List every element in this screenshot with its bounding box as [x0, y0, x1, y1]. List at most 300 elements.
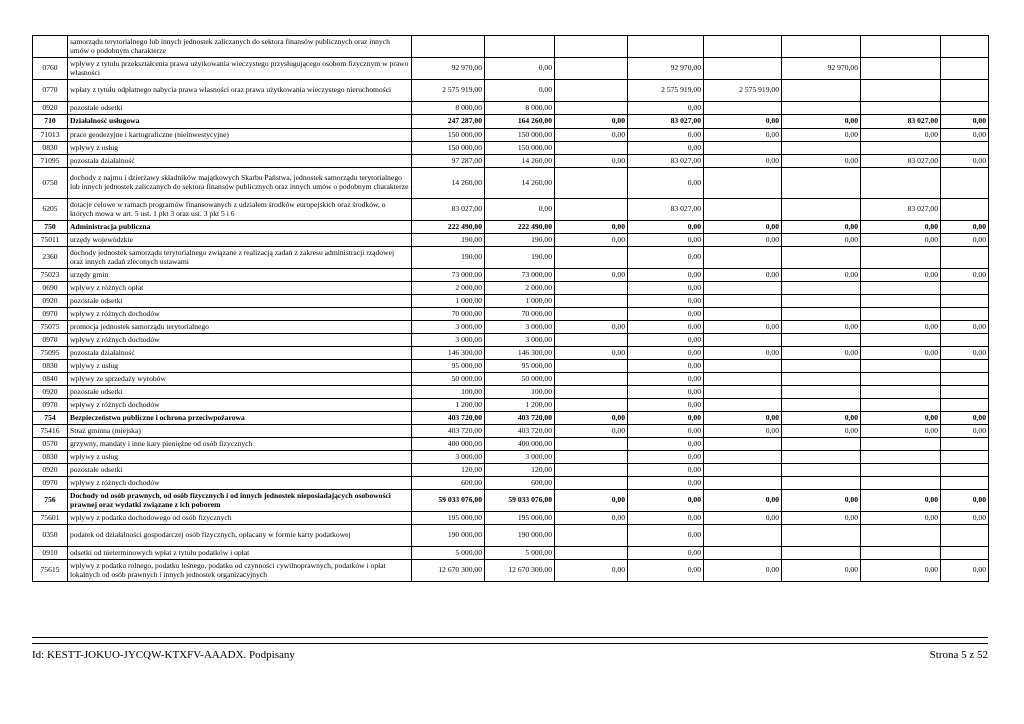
amount-cell: 222 490,00	[485, 221, 555, 234]
amount-cell	[861, 168, 941, 199]
row-description: pozostała działalność	[68, 155, 412, 168]
table-row	[33, 234, 989, 247]
amount-cell: 0,00	[941, 490, 989, 512]
table-row	[33, 168, 989, 199]
amount-cell: 83 027,00	[861, 199, 941, 221]
amount-cell	[941, 477, 989, 490]
row-description: samorządu terytorialnego lub innych jednostek zaliczanych do sektora finansów publicznych oraz innych umów o podobnym charakterze	[68, 36, 412, 58]
row-description: urzędy gmin	[68, 269, 412, 282]
amount-cell	[861, 142, 941, 155]
amount-cell: 0,00	[628, 547, 704, 560]
amount-cell: 83 027,00	[861, 155, 941, 168]
amount-cell: 0,00	[555, 234, 628, 247]
amount-cell	[555, 295, 628, 308]
amount-cell: 0,00	[782, 347, 861, 360]
amount-cell: 0,00	[628, 102, 704, 115]
amount-cell	[861, 36, 941, 58]
amount-cell: 190,00	[485, 234, 555, 247]
table-row	[33, 347, 989, 360]
amount-cell: 0,00	[704, 155, 782, 168]
amount-cell	[861, 247, 941, 269]
amount-cell: 95 000,00	[412, 360, 485, 373]
amount-cell: 247 287,00	[412, 115, 485, 129]
amount-cell: 0,00	[941, 155, 989, 168]
amount-cell: 0,00	[555, 490, 628, 512]
amount-cell	[412, 36, 485, 58]
amount-cell: 0,00	[704, 321, 782, 334]
amount-cell	[555, 36, 628, 58]
amount-cell	[941, 399, 989, 412]
row-description: wpływy z różnych dochodów	[68, 399, 412, 412]
row-code: 0910	[33, 547, 68, 560]
row-description: pozostałe odsetki	[68, 102, 412, 115]
amount-cell	[861, 438, 941, 451]
table-row	[33, 490, 989, 512]
amount-cell	[555, 373, 628, 386]
amount-cell: 1 000,00	[412, 295, 485, 308]
amount-cell	[941, 334, 989, 347]
amount-cell	[861, 547, 941, 560]
amount-cell: 0,00	[628, 221, 704, 234]
amount-cell	[555, 525, 628, 547]
amount-cell	[861, 373, 941, 386]
amount-cell: 0,00	[941, 412, 989, 425]
table-row	[33, 512, 989, 525]
table-row	[33, 321, 989, 334]
amount-cell	[941, 451, 989, 464]
amount-cell: 0,00	[861, 490, 941, 512]
amount-cell: 50 000,00	[485, 373, 555, 386]
row-description: Straż gminna (miejska)	[68, 425, 412, 438]
amount-cell: 400 000,00	[485, 438, 555, 451]
amount-cell: 8 000,00	[412, 102, 485, 115]
amount-cell: 0,00	[628, 168, 704, 199]
amount-cell: 0,00	[704, 425, 782, 438]
amount-cell: 403 720,00	[412, 425, 485, 438]
amount-cell: 0,00	[628, 525, 704, 547]
amount-cell: 0,00	[941, 560, 989, 582]
amount-cell: 3 000,00	[485, 451, 555, 464]
row-code: 0920	[33, 386, 68, 399]
amount-cell: 5 000,00	[485, 547, 555, 560]
table-row	[33, 308, 989, 321]
amount-cell	[704, 399, 782, 412]
amount-cell: 3 000,00	[485, 334, 555, 347]
amount-cell: 150 000,00	[485, 129, 555, 142]
amount-cell	[861, 80, 941, 102]
row-description: wpływy z tytułu przekształcenia prawa użytkowania wieczystego przysługującego osobom fizycznym w prawo własności	[68, 58, 412, 80]
amount-cell	[782, 102, 861, 115]
amount-cell: 0,00	[704, 115, 782, 129]
amount-cell	[941, 58, 989, 80]
amount-cell: 0,00	[628, 347, 704, 360]
amount-cell: 0,00	[861, 221, 941, 234]
row-code: 756	[33, 490, 68, 512]
amount-cell	[555, 399, 628, 412]
row-description: Dochody od osób prawnych, od osób fizycznych i od innych jednostek nieposiadających osobowości prawnej oraz wydatki związane z ich poborem	[68, 490, 412, 512]
amount-cell: 0,00	[628, 425, 704, 438]
amount-cell: 0,00	[628, 129, 704, 142]
amount-cell: 0,00	[782, 560, 861, 582]
amount-cell: 2 575 919,00	[628, 80, 704, 102]
row-description: wpływy z podatku rolnego, podatku leśnego, podatku od czynności cywilnoprawnych, podatków i opłat lokalnych od osób prawnych i innych jednostek organizacyjnych	[68, 560, 412, 582]
table-row	[33, 58, 989, 80]
amount-cell	[704, 547, 782, 560]
amount-cell	[704, 308, 782, 321]
amount-cell	[704, 168, 782, 199]
amount-cell: 0,00	[861, 129, 941, 142]
amount-cell	[704, 386, 782, 399]
amount-cell	[555, 58, 628, 80]
table-row	[33, 386, 989, 399]
amount-cell	[704, 58, 782, 80]
amount-cell: 59 033 076,00	[412, 490, 485, 512]
amount-cell	[704, 282, 782, 295]
amount-cell: 222 490,00	[412, 221, 485, 234]
row-description: pozostałe odsetki	[68, 295, 412, 308]
amount-cell: 1 000,00	[485, 295, 555, 308]
row-code: 75023	[33, 269, 68, 282]
amount-cell	[861, 451, 941, 464]
table-row	[33, 464, 989, 477]
amount-cell: 97 287,00	[412, 155, 485, 168]
amount-cell	[782, 525, 861, 547]
amount-cell	[704, 373, 782, 386]
table-row	[33, 399, 989, 412]
table-row	[33, 334, 989, 347]
row-code: 71013	[33, 129, 68, 142]
amount-cell: 73 000,00	[485, 269, 555, 282]
amount-cell: 0,00	[628, 438, 704, 451]
row-code: 0840	[33, 373, 68, 386]
row-code: 0750	[33, 168, 68, 199]
amount-cell: 0,00	[628, 490, 704, 512]
amount-cell: 70 000,00	[485, 308, 555, 321]
amount-cell	[555, 334, 628, 347]
amount-cell	[704, 360, 782, 373]
amount-cell	[704, 102, 782, 115]
row-code: 0970	[33, 399, 68, 412]
table-row	[33, 560, 989, 582]
table-row	[33, 221, 989, 234]
amount-cell: 83 027,00	[861, 115, 941, 129]
row-description: Administracja publiczna	[68, 221, 412, 234]
row-description: Bezpieczeństwo publiczne i ochrona przeciwpożarowa	[68, 412, 412, 425]
row-code	[33, 36, 68, 58]
amount-cell	[941, 438, 989, 451]
row-code: 0920	[33, 295, 68, 308]
amount-cell: 0,00	[628, 269, 704, 282]
amount-cell	[782, 142, 861, 155]
amount-cell: 92 970,00	[412, 58, 485, 80]
amount-cell: 190 000,00	[485, 525, 555, 547]
amount-cell	[941, 168, 989, 199]
amount-cell: 0,00	[704, 234, 782, 247]
row-description: wpływy z usług	[68, 451, 412, 464]
amount-cell: 83 027,00	[628, 199, 704, 221]
amount-cell	[861, 399, 941, 412]
amount-cell: 600,00	[485, 477, 555, 490]
amount-cell: 0,00	[782, 321, 861, 334]
amount-cell	[555, 386, 628, 399]
amount-cell: 0,00	[941, 347, 989, 360]
amount-cell: 150 000,00	[412, 129, 485, 142]
amount-cell: 0,00	[941, 269, 989, 282]
amount-cell: 0,00	[628, 386, 704, 399]
row-code: 0690	[33, 282, 68, 295]
row-description: wpływy z różnych opłat	[68, 282, 412, 295]
amount-cell: 0,00	[782, 221, 861, 234]
amount-cell	[782, 199, 861, 221]
amount-cell: 14 260,00	[485, 168, 555, 199]
row-description: dochody jednostek samorządu terytorialnego związane z realizacją zadań z zakresu administracji rządowej oraz innych zadań zleconych ustawami	[68, 247, 412, 269]
table-row	[33, 36, 989, 58]
table-row	[33, 80, 989, 102]
amount-cell: 0,00	[861, 321, 941, 334]
amount-cell	[704, 142, 782, 155]
amount-cell	[782, 451, 861, 464]
amount-cell	[941, 80, 989, 102]
row-code: 0830	[33, 451, 68, 464]
amount-cell: 146 300,00	[412, 347, 485, 360]
amount-cell: 0,00	[628, 234, 704, 247]
row-description: wpłaty z tytułu odpłatnego nabycia prawa własności oraz prawa użytkowania wieczystego nieruchomości	[68, 80, 412, 102]
row-description: wpływy z różnych dochodów	[68, 334, 412, 347]
amount-cell: 0,00	[628, 334, 704, 347]
amount-cell: 0,00	[861, 347, 941, 360]
row-code: 0830	[33, 142, 68, 155]
amount-cell: 0,00	[628, 247, 704, 269]
row-description: dotacje celowe w ramach programów finansowanych z udziałem środków europejskich oraz środków, o których mowa w art. 5 ust. 1 pkt 3 oraz ust. 3 pkt 5 i 6	[68, 199, 412, 221]
amount-cell: 0,00	[555, 129, 628, 142]
amount-cell: 0,00	[628, 412, 704, 425]
amount-cell	[861, 102, 941, 115]
row-code: 71095	[33, 155, 68, 168]
amount-cell: 0,00	[628, 512, 704, 525]
table-row	[33, 199, 989, 221]
row-description: urzędy wojewódzkie	[68, 234, 412, 247]
table-row	[33, 477, 989, 490]
amount-cell	[861, 360, 941, 373]
amount-cell: 12 670 300,00	[485, 560, 555, 582]
amount-cell	[941, 464, 989, 477]
amount-cell	[555, 308, 628, 321]
amount-cell	[941, 525, 989, 547]
amount-cell: 0,00	[861, 412, 941, 425]
amount-cell: 0,00	[782, 512, 861, 525]
amount-cell: 95 000,00	[485, 360, 555, 373]
amount-cell	[941, 102, 989, 115]
amount-cell: 0,00	[485, 199, 555, 221]
amount-cell: 195 000,00	[485, 512, 555, 525]
amount-cell: 0,00	[555, 155, 628, 168]
row-description: wpływy z różnych dochodów	[68, 308, 412, 321]
amount-cell: 3 000,00	[412, 334, 485, 347]
amount-cell: 403 720,00	[412, 412, 485, 425]
table-row	[33, 425, 989, 438]
amount-cell: 0,00	[782, 115, 861, 129]
amount-cell	[555, 102, 628, 115]
table-row	[33, 282, 989, 295]
amount-cell: 5 000,00	[412, 547, 485, 560]
amount-cell: 0,00	[941, 321, 989, 334]
amount-cell: 0,00	[941, 425, 989, 438]
amount-cell	[704, 334, 782, 347]
amount-cell: 0,00	[704, 490, 782, 512]
row-description: Działalność usługowa	[68, 115, 412, 129]
row-description: wpływy z różnych dochodów	[68, 477, 412, 490]
row-description: dochody z najmu i dzierżawy składników majątkowych Skarbu Państwa, jednostek samorządu terytorialnego lub innych jednostek zaliczanych do sektora finansów publicznych oraz innych umów o podobnym charakterze	[68, 168, 412, 199]
amount-cell	[782, 80, 861, 102]
amount-cell: 70 000,00	[412, 308, 485, 321]
row-description: wpływy z usług	[68, 142, 412, 155]
amount-cell	[782, 334, 861, 347]
row-description: grzywny, mandaty i inne kary pieniężne od osób fizycznych	[68, 438, 412, 451]
table-row	[33, 295, 989, 308]
amount-cell	[861, 386, 941, 399]
amount-cell: 73 000,00	[412, 269, 485, 282]
amount-cell: 0,00	[704, 269, 782, 282]
amount-cell: 190 000,00	[412, 525, 485, 547]
amount-cell	[555, 464, 628, 477]
amount-cell	[555, 282, 628, 295]
amount-cell: 0,00	[628, 321, 704, 334]
amount-cell: 83 027,00	[628, 155, 704, 168]
row-description: odsetki od nieterminowych wpłat z tytułu podatków i opłat	[68, 547, 412, 560]
amount-cell	[704, 438, 782, 451]
row-description: podatek od działalności gospodarczej osób fizycznych, opłacany w formie karty podatkowej	[68, 525, 412, 547]
amount-cell	[861, 477, 941, 490]
amount-cell	[941, 386, 989, 399]
row-code: 0970	[33, 477, 68, 490]
amount-cell: 14 260,00	[485, 155, 555, 168]
amount-cell: 0,00	[941, 512, 989, 525]
row-code: 710	[33, 115, 68, 129]
amount-cell	[782, 247, 861, 269]
row-code: 75601	[33, 512, 68, 525]
amount-cell: 8 000,00	[485, 102, 555, 115]
amount-cell: 0,00	[555, 221, 628, 234]
amount-cell: 100,00	[485, 386, 555, 399]
row-description: wpływy ze sprzedaży wyrobów	[68, 373, 412, 386]
amount-cell: 400 000,00	[412, 438, 485, 451]
amount-cell: 150 000,00	[412, 142, 485, 155]
amount-cell: 0,00	[704, 221, 782, 234]
amount-cell	[555, 142, 628, 155]
row-description: pozostała działalność	[68, 347, 412, 360]
row-code: 75075	[33, 321, 68, 334]
row-code: 750	[33, 221, 68, 234]
amount-cell: 146 300,00	[485, 347, 555, 360]
amount-cell	[782, 373, 861, 386]
amount-cell	[782, 547, 861, 560]
amount-cell	[782, 295, 861, 308]
amount-cell: 2 575 919,00	[412, 80, 485, 102]
row-code: 0970	[33, 334, 68, 347]
amount-cell: 0,00	[704, 512, 782, 525]
amount-cell	[555, 247, 628, 269]
amount-cell	[782, 464, 861, 477]
amount-cell: 0,00	[555, 560, 628, 582]
amount-cell	[941, 547, 989, 560]
amount-cell	[704, 295, 782, 308]
table-row	[33, 102, 989, 115]
amount-cell: 0,00	[555, 321, 628, 334]
amount-cell	[941, 360, 989, 373]
table-row	[33, 129, 989, 142]
amount-cell: 190,00	[412, 247, 485, 269]
amount-cell: 3 000,00	[412, 321, 485, 334]
row-description: wpływy z usług	[68, 360, 412, 373]
amount-cell	[941, 282, 989, 295]
amount-cell: 164 260,00	[485, 115, 555, 129]
amount-cell: 83 027,00	[412, 199, 485, 221]
table-row	[33, 155, 989, 168]
amount-cell	[704, 477, 782, 490]
amount-cell: 2 575 919,00	[704, 80, 782, 102]
amount-cell	[555, 451, 628, 464]
amount-cell: 0,00	[782, 234, 861, 247]
table-row	[33, 247, 989, 269]
amount-cell: 0,00	[628, 560, 704, 582]
amount-cell: 0,00	[782, 269, 861, 282]
table-row	[33, 360, 989, 373]
row-description: wpływy z podatku dochodowego od osób fizycznych	[68, 512, 412, 525]
table-row	[33, 269, 989, 282]
amount-cell	[941, 247, 989, 269]
amount-cell: 120,00	[485, 464, 555, 477]
amount-cell	[861, 334, 941, 347]
amount-cell	[861, 282, 941, 295]
table-row	[33, 373, 989, 386]
amount-cell: 2 000,00	[412, 282, 485, 295]
amount-cell: 0,00	[485, 58, 555, 80]
amount-cell: 403 720,00	[485, 425, 555, 438]
row-code: 0970	[33, 308, 68, 321]
document-id: Id: KESTT-JOKUO-JYCQW-KTXFV-AAADX. Podpisany	[32, 649, 295, 661]
amount-cell: 600,00	[412, 477, 485, 490]
amount-cell: 0,00	[555, 115, 628, 129]
amount-cell	[555, 360, 628, 373]
amount-cell	[861, 295, 941, 308]
amount-cell: 0,00	[485, 80, 555, 102]
amount-cell: 403 720,00	[485, 412, 555, 425]
amount-cell: 0,00	[782, 129, 861, 142]
row-description: promocja jednostek samorządu terytorialnego	[68, 321, 412, 334]
amount-cell: 12 670 300,00	[412, 560, 485, 582]
amount-cell: 0,00	[861, 560, 941, 582]
amount-cell: 2 000,00	[485, 282, 555, 295]
amount-cell	[704, 451, 782, 464]
amount-cell: 0,00	[782, 425, 861, 438]
amount-cell	[861, 58, 941, 80]
amount-cell	[782, 282, 861, 295]
amount-cell: 0,00	[628, 308, 704, 321]
amount-cell	[861, 308, 941, 321]
amount-cell	[555, 547, 628, 560]
table-row	[33, 115, 989, 129]
amount-cell: 0,00	[941, 234, 989, 247]
amount-cell	[941, 142, 989, 155]
amount-cell: 0,00	[555, 412, 628, 425]
amount-cell: 0,00	[628, 282, 704, 295]
amount-cell	[941, 199, 989, 221]
table-row	[33, 547, 989, 560]
amount-cell: 59 033 076,00	[485, 490, 555, 512]
amount-cell: 0,00	[782, 155, 861, 168]
amount-cell	[704, 525, 782, 547]
amount-cell: 0,00	[782, 412, 861, 425]
